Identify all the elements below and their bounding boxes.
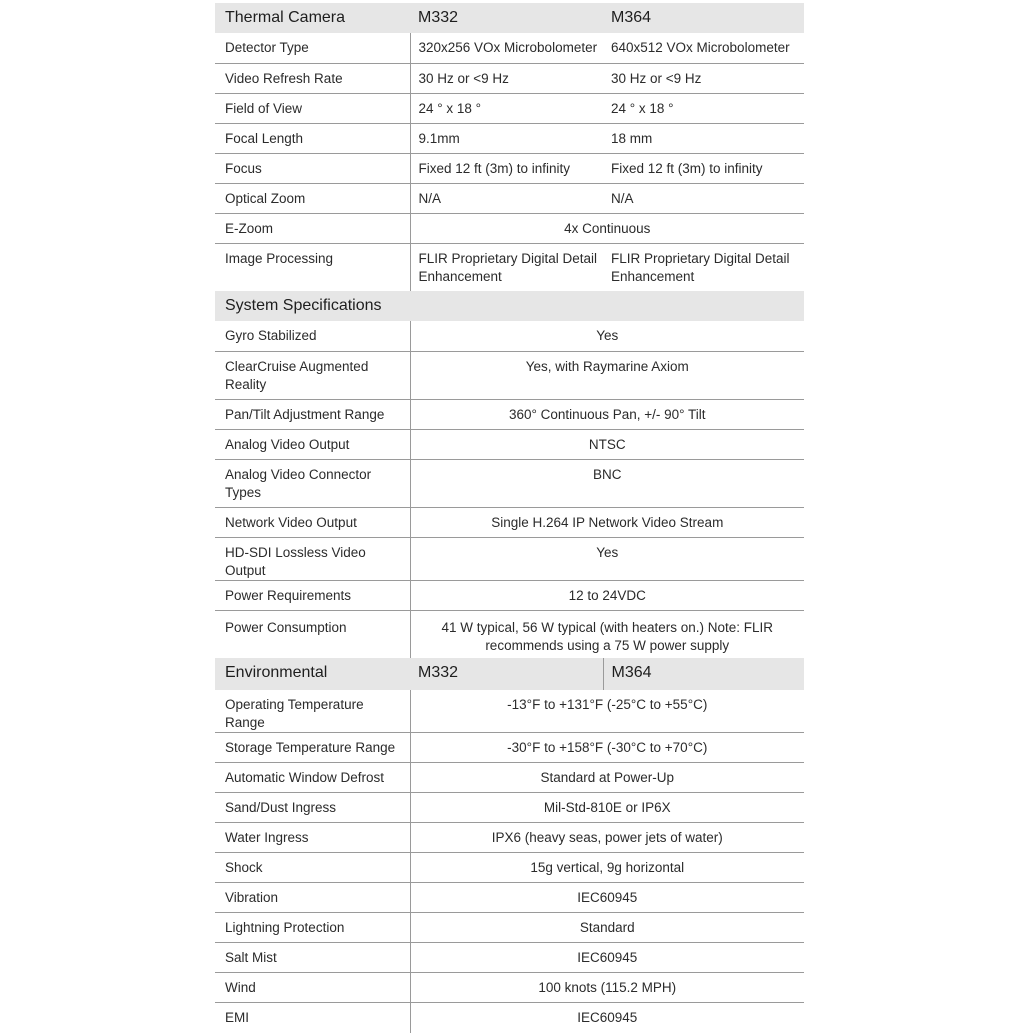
row-value-span: BNC	[410, 459, 804, 507]
spec-table	[215, 3, 804, 1033]
table-row	[215, 733, 804, 763]
table-row	[215, 429, 804, 459]
row-label: E-Zoom	[215, 213, 410, 243]
column-header-m332: M332	[410, 3, 603, 33]
row-label: Power Consumption	[225, 619, 347, 635]
row-label: Storage Temperature Range	[215, 733, 410, 763]
environmental-header	[215, 658, 804, 690]
row-label: EMI	[225, 1010, 250, 1025]
row-value-m364: 640x512 VOx Microbolometer	[603, 33, 804, 63]
row-label: Focus	[215, 153, 410, 183]
table-row	[215, 153, 804, 183]
table-row	[215, 883, 804, 913]
row-value-m364: 18 mm	[603, 123, 804, 153]
section-heading: Thermal Camera	[215, 3, 410, 33]
row-label: Pan/Tilt Adjustment Range	[215, 399, 410, 429]
row-value-span: -30°F to +158°F (-30°C to +70°C)	[410, 733, 804, 763]
row-value-span: IEC60945	[410, 1003, 804, 1033]
table-row	[215, 580, 804, 610]
row-label: Detector Type	[215, 33, 410, 63]
row-label: Image Processing	[225, 250, 334, 266]
table-row	[215, 399, 804, 429]
row-value-m364: 30 Hz or <9 Hz	[603, 63, 804, 93]
row-value-span: -13°F to +131°F (-25°C to +55°C)	[410, 690, 804, 733]
row-value-span: IEC60945	[410, 883, 804, 913]
table-row	[215, 853, 804, 883]
row-value-span: 15g vertical, 9g horizontal	[410, 853, 804, 883]
row-value-span: Yes	[410, 537, 804, 580]
system-specifications-header	[215, 291, 804, 321]
row-value-m332: 9.1mm	[410, 123, 603, 153]
table-row	[215, 243, 804, 291]
row-value-span: Standard at Power-Up	[410, 763, 804, 793]
table-row	[215, 1003, 804, 1033]
table-row	[215, 33, 804, 63]
table-row	[215, 763, 804, 793]
row-label: Lightning Protection	[215, 913, 410, 943]
row-value-span: IEC60945	[410, 943, 804, 973]
table-row	[215, 690, 804, 733]
row-label: Salt Mist	[215, 943, 410, 973]
row-value-m364: FLIR Proprietary Digital Detail Enhancement	[611, 250, 790, 284]
row-value-m332: 30 Hz or <9 Hz	[410, 63, 603, 93]
row-value-m332: 320x256 VOx Microbolometer	[410, 33, 603, 63]
row-label: HD-SDI Lossless Video Output	[215, 537, 410, 580]
row-value-m332: 24 ° x 18 °	[410, 93, 603, 123]
row-label: Focal Length	[215, 123, 410, 153]
row-value-span: 41 W typical, 56 W typical (with heaters on.) Note: FLIR recommends using a 75 W power supply	[410, 610, 804, 658]
table-row	[215, 537, 804, 580]
row-value-m364: Fixed 12 ft (3m) to infinity	[603, 153, 804, 183]
row-label: Power Requirements	[215, 580, 410, 610]
table-row	[215, 973, 804, 1003]
table-row	[215, 321, 804, 351]
row-value-span: 360° Continuous Pan, +/- 90° Tilt	[410, 399, 804, 429]
column-header-m364: M364	[603, 658, 804, 690]
row-value-span: NTSC	[410, 429, 804, 459]
row-value-m364: 24 ° x 18 °	[603, 93, 804, 123]
row-label: Water Ingress	[215, 823, 410, 853]
table-row	[215, 351, 804, 399]
table-row	[215, 123, 804, 153]
row-label: ClearCruise Augmented Reality	[215, 351, 410, 399]
row-label: Operating Temperature Range	[215, 690, 410, 733]
table-row	[215, 459, 804, 507]
row-value-m364: N/A	[603, 183, 804, 213]
table-row	[215, 913, 804, 943]
row-value-span: Standard	[410, 913, 804, 943]
row-value-span: 12 to 24VDC	[410, 580, 804, 610]
section-heading: Environmental	[215, 658, 410, 690]
thermal-camera-header	[215, 3, 804, 33]
row-value-span: Mil-Std-810E or IP6X	[410, 793, 804, 823]
row-label: Gyro Stabilized	[215, 321, 410, 351]
row-label: Optical Zoom	[215, 183, 410, 213]
row-value-span: Yes	[410, 321, 804, 351]
row-value-span: Yes, with Raymarine Axiom	[410, 351, 804, 399]
row-label: Automatic Window Defrost	[215, 763, 410, 793]
row-label: Vibration	[215, 883, 410, 913]
row-value-m332: Fixed 12 ft (3m) to infinity	[410, 153, 603, 183]
row-value-span: Single H.264 IP Network Video Stream	[410, 507, 804, 537]
row-value-span: 100 knots (115.2 MPH)	[410, 973, 804, 1003]
row-label: Wind	[215, 973, 410, 1003]
row-label: Field of View	[215, 93, 410, 123]
table-row	[215, 183, 804, 213]
section-heading: System Specifications	[215, 291, 804, 321]
row-value-span: IPX6 (heavy seas, power jets of water)	[410, 823, 804, 853]
table-row	[215, 943, 804, 973]
row-label: Video Refresh Rate	[215, 63, 410, 93]
row-label: Sand/Dust Ingress	[215, 793, 410, 823]
row-label: Analog Video Connector Types	[215, 459, 410, 507]
table-row	[215, 93, 804, 123]
row-label: Analog Video Output	[215, 429, 410, 459]
row-value-m332: N/A	[410, 183, 603, 213]
table-row	[215, 823, 804, 853]
table-row	[215, 63, 804, 93]
table-row	[215, 610, 804, 658]
table-row	[215, 793, 804, 823]
column-header-m332: M332	[410, 658, 603, 690]
row-label: Shock	[215, 853, 410, 883]
row-value-m332: FLIR Proprietary Digital Detail Enhancement	[410, 243, 603, 291]
row-label: Network Video Output	[215, 507, 410, 537]
table-row	[215, 213, 804, 243]
table-row	[215, 507, 804, 537]
column-header-m364: M364	[603, 3, 804, 33]
row-value-span: 4x Continuous	[410, 213, 804, 243]
